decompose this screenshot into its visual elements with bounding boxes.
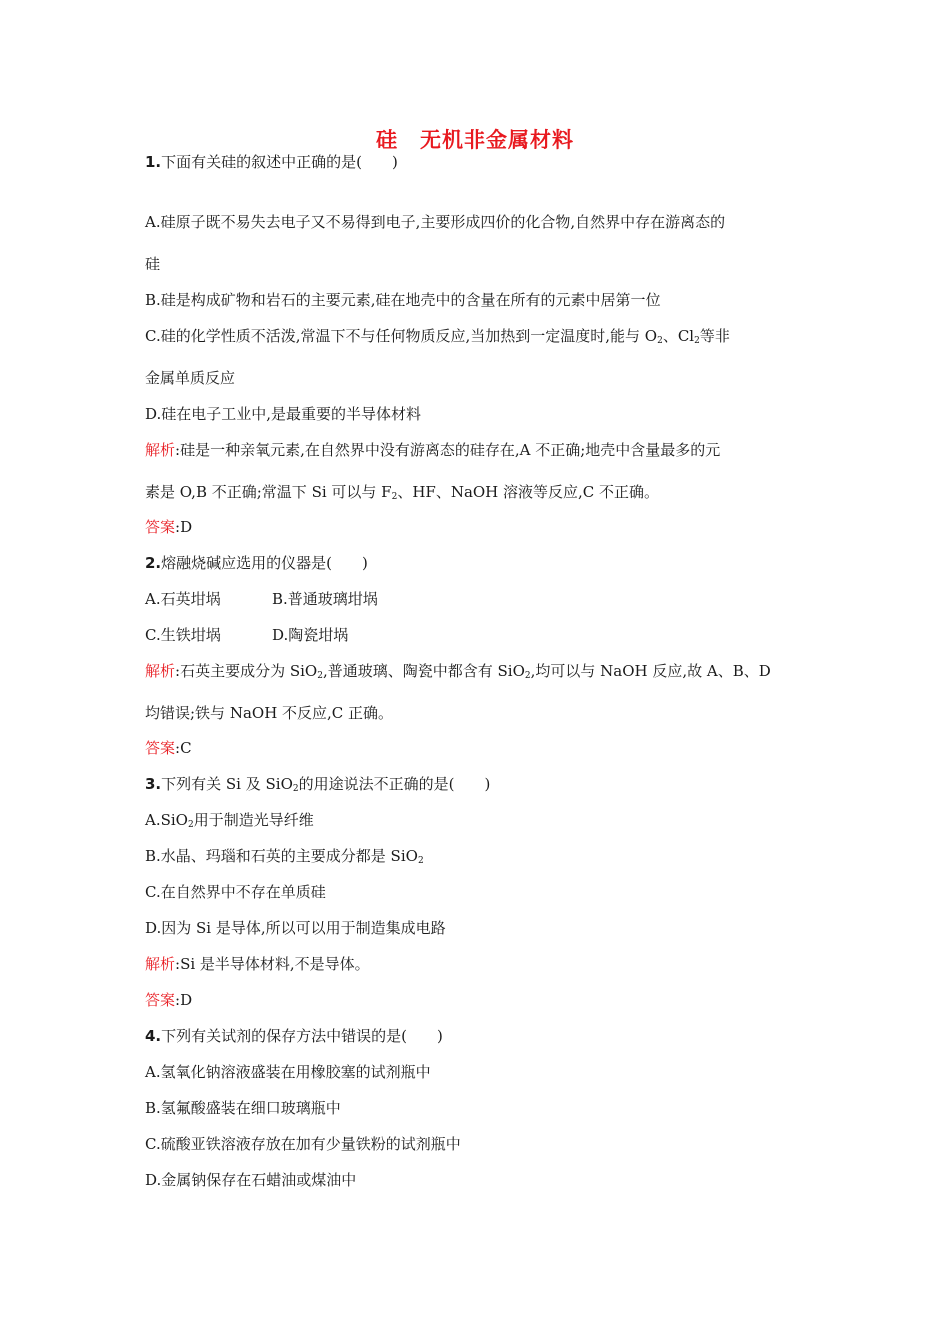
q3-option-d: D.因为 Si 是导体,所以可以用于制造集成电路: [145, 919, 446, 937]
q2-explanation-line2: 均错误;铁与 NaOH 不反应,C 正确。: [145, 704, 394, 722]
q4-option-b: B.氢氟酸盛装在细口玻璃瓶中: [145, 1099, 341, 1117]
q3-option-b: B.水晶、玛瑙和石英的主要成分都是 SiO$_2$: [145, 847, 424, 866]
q4-option-a: A.氢氧化钠溶液盛装在用橡胶塞的试剂瓶中: [145, 1063, 431, 1081]
q1-option-c-line2: 金属单质反应: [145, 369, 236, 387]
q2-option-d: D.陶瓷坩埚: [272, 626, 349, 644]
q1-option-b: B.硅是构成矿物和岩石的主要元素,硅在地壳中的含量在所有的元素中居第一位: [145, 291, 661, 309]
question-2-stem: 2.熔融烧碱应选用的仪器是( ): [145, 554, 368, 572]
question-1-stem: 1.下面有关硅的叙述中正确的是( ): [145, 153, 398, 171]
q1-answer: 答案:D: [145, 518, 193, 536]
q1-option-c-line1: C.硅的化学性质不活泼,常温下不与任何物质反应,当加热到一定温度时,能与 $O_2$、$Cl_2$等非: [145, 327, 730, 346]
page-title: 硅 无机非金属材料: [376, 128, 574, 152]
q1-option-d: D.硅在电子工业中,是最重要的半导体材料: [145, 405, 422, 423]
answer-label: 答案: [145, 518, 176, 536]
question-4-stem: 4.下列有关试剂的保存方法中错误的是( ): [145, 1027, 443, 1045]
question-3-stem: 3.下列有关 Si 及 SiO$_2$的用途说法不正确的是( ): [145, 775, 491, 794]
q1-explanation-line1: 解析:硅是一种亲氧元素,在自然界中没有游离态的硅存在,A 不正确;地壳中含量最多的元: [145, 441, 721, 459]
q4-option-d: D.金属钠保存在石蜡油或煤油中: [145, 1171, 357, 1189]
explanation-label: 解析: [145, 441, 176, 459]
q4-option-c: C.硫酸亚铁溶液存放在加有少量铁粉的试剂瓶中: [145, 1135, 461, 1153]
q3-answer: 答案:D: [145, 991, 193, 1009]
q3-option-c: C.在自然界中不存在单质硅: [145, 883, 326, 901]
q2-option-c: C.生铁坩埚: [145, 626, 221, 644]
q2-options-row2: [145, 625, 745, 645]
answer-label: 答案: [145, 739, 176, 757]
q2-options-row1: [145, 589, 745, 609]
q2-option-b: B.普通玻璃坩埚: [272, 590, 378, 608]
q1-option-a-line1: A.硅原子既不易失去电子又不易得到电子,主要形成四价的化合物,自然界中存在游离态的: [145, 213, 726, 231]
q3-option-a: A.SiO$_2$用于制造光导纤维: [145, 811, 314, 830]
answer-label: 答案: [145, 991, 176, 1009]
q2-answer: 答案:C: [145, 739, 192, 757]
q3-explanation: 解析:Si 是半导体材料,不是导体。: [145, 955, 370, 973]
q1-option-a-line2: 硅: [145, 255, 161, 273]
q2-option-a: A.石英坩埚: [145, 590, 221, 608]
q2-explanation-line1: 解析:石英主要成分为 SiO$_2$,普通玻璃、陶瓷中都含有 SiO$_2$,均可以与 NaOH 反应,故 A、B、D: [145, 662, 771, 681]
explanation-label: 解析: [145, 955, 176, 973]
explanation-label: 解析: [145, 662, 176, 680]
q1-explanation-line2: 素是 O,B 不正确;常温下 Si 可以与 $F_2$、HF、NaOH 溶液等反应,C 不正确。: [145, 483, 660, 502]
